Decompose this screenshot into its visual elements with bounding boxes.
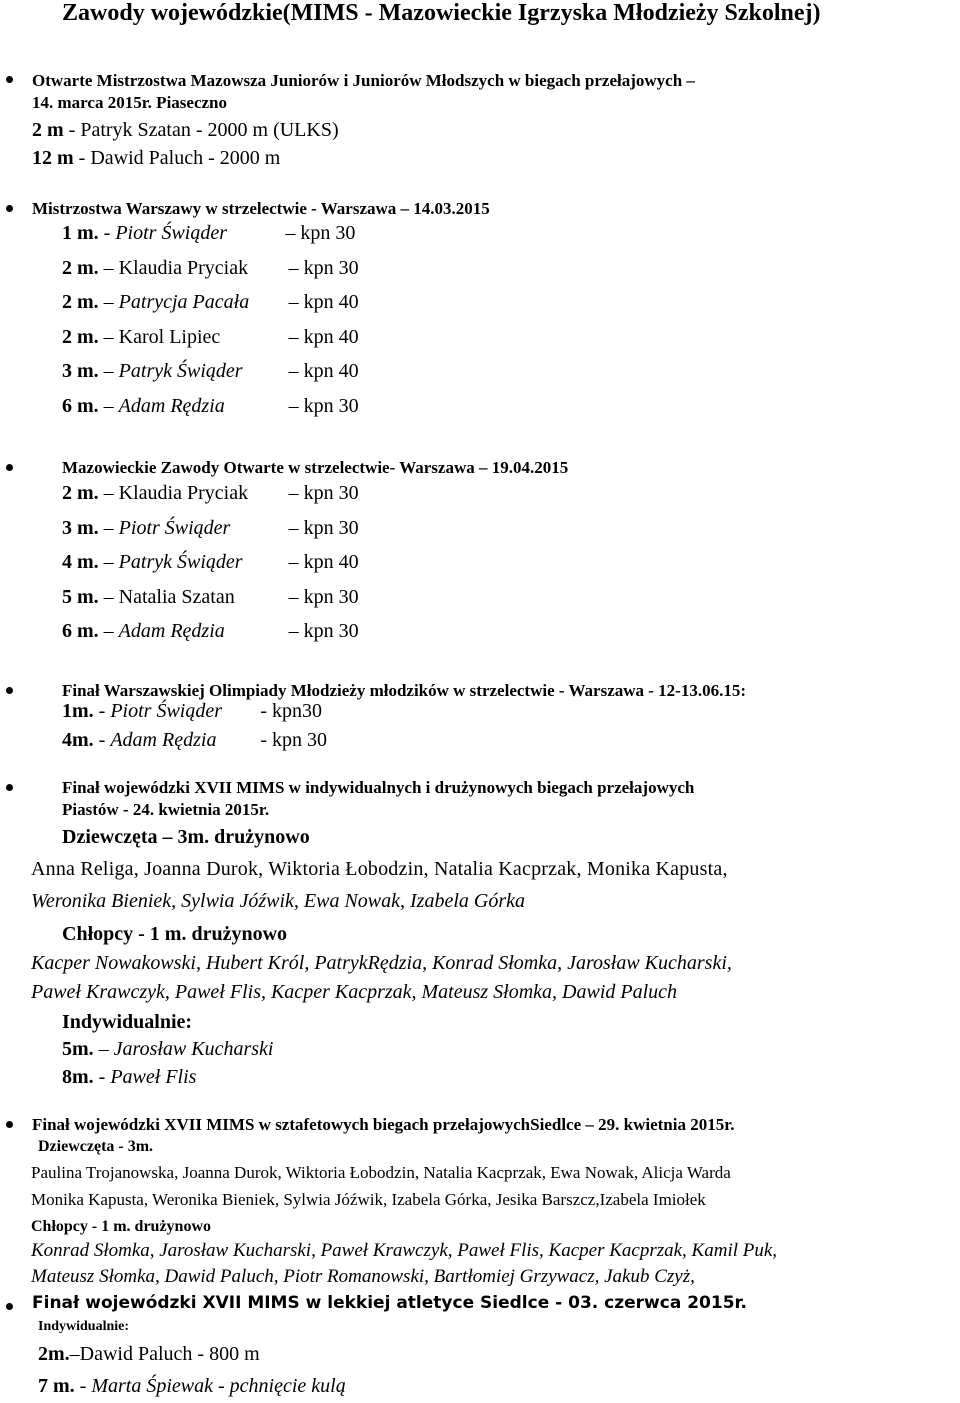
- category-label: – kpn 30: [288, 482, 359, 504]
- result-place: 5m.: [62, 1038, 94, 1060]
- bullet-icon: [6, 76, 13, 83]
- athlete-name: Patryk Świąder: [118, 551, 243, 573]
- result-row: [62, 1038, 274, 1061]
- result-place: 3 m.: [62, 516, 99, 539]
- section-header: Finał wojewódzki XVII MIMS w lekkiej atletyce Siedlce - 03. czerwca 2015r.: [32, 1293, 747, 1313]
- result-separator: -: [93, 700, 111, 722]
- result-place: 6 m.: [62, 620, 99, 642]
- result-row: [62, 620, 359, 643]
- result-row: [32, 147, 280, 170]
- category-label: - kpn30: [260, 700, 323, 722]
- team-label: Chłopcy - 1 m. drużynowo: [62, 923, 288, 945]
- result-text: – Jarosław Kucharski: [93, 1038, 274, 1060]
- result-separator: –: [98, 394, 119, 417]
- result-place: 2 m.: [62, 291, 99, 313]
- category-label: – kpn 30: [288, 516, 359, 539]
- team-members: Kacper Nowakowski, Hubert Król, PatrykRędzia, Konrad Słomka, Jarosław Kucharski,: [31, 952, 732, 974]
- section-header: Mazowieckie Zawody Otwarte w strzelectwie- Warszawa – 19.04.2015: [62, 458, 569, 477]
- category-label: – kpn 40: [288, 360, 359, 382]
- athlete-name: Piotr Świąder: [118, 516, 231, 539]
- result-place: 5 m.: [62, 585, 99, 608]
- result-place: 1 m.: [62, 222, 99, 244]
- result-separator: –: [98, 291, 119, 313]
- result-row: [62, 222, 355, 245]
- result-text: - Patryk Szatan - 2000 m (ULKS): [63, 119, 339, 141]
- result-row: [38, 1375, 346, 1398]
- section-header: Finał Warszawskiej Olimpiady Młodzieży młodzików w strzelectwie - Warszawa - 12-13.06.15:: [62, 681, 747, 700]
- category-label: – kpn 30: [288, 620, 359, 642]
- result-row: [62, 326, 359, 349]
- athlete-name: Klaudia Pryciak: [118, 256, 249, 279]
- team-members: Weronika Bieniek, Sylwia Jóźwik, Ewa Nowak, Izabela Górka: [31, 890, 525, 912]
- result-row: [62, 700, 322, 723]
- athlete-name: Adam Rędzia: [110, 729, 217, 751]
- athlete-name: Adam Rędzia: [118, 394, 225, 417]
- result-separator: –: [98, 516, 119, 539]
- section-header: Mistrzostwa Warszawy w strzelectwie - Warszawa – 14.03.2015: [32, 199, 490, 218]
- result-text: - Paweł Flis: [93, 1066, 197, 1088]
- bullet-icon: [6, 464, 13, 471]
- bullet-icon: [6, 687, 13, 694]
- result-place: 12 m: [32, 147, 74, 169]
- result-separator: –: [98, 325, 119, 348]
- result-row: [62, 586, 359, 609]
- result-place: 7 m.: [38, 1375, 75, 1397]
- result-row: [62, 257, 359, 280]
- athlete-name: Patrycja Pacała: [118, 291, 250, 313]
- result-row: [62, 551, 359, 574]
- result-text: –Dawid Paluch - 800 m: [69, 1343, 260, 1365]
- result-separator: -: [93, 729, 111, 751]
- team-members: Monika Kapusta, Weronika Bieniek, Sylwia Jóźwik, Izabela Górka, Jesika Barszcz,Izabela Imiołek: [31, 1190, 706, 1209]
- result-separator: –: [98, 256, 119, 279]
- result-place: 6 m.: [62, 394, 99, 417]
- team-members: Paulina Trojanowska, Joanna Durok, Wiktoria Łobodzin, Natalia Kacprzak, Ewa Nowak, Alicja Warda: [31, 1163, 731, 1182]
- bullet-icon: [6, 1121, 13, 1128]
- result-place: 2 m.: [62, 325, 99, 348]
- result-place: 8m.: [62, 1066, 94, 1088]
- result-separator: –: [98, 585, 119, 608]
- result-text: - Dawid Paluch - 2000 m: [73, 147, 281, 169]
- category-label: - kpn 30: [260, 729, 328, 751]
- team-members: Anna Religa, Joanna Durok, Wiktoria Łobodzin, Natalia Kacprzak, Monika Kapusta,: [31, 858, 728, 880]
- team-members: Konrad Słomka, Jarosław Kucharski, Paweł Krawczyk, Paweł Flis, Kacper Kacprzak, Kamil Puk,: [31, 1240, 778, 1261]
- result-separator: –: [98, 482, 119, 504]
- result-place: 4m.: [62, 729, 94, 751]
- team-label: Chłopcy - 1 m. drużynowo: [31, 1218, 212, 1235]
- result-place: 4 m.: [62, 551, 99, 573]
- bullet-icon: [6, 205, 13, 212]
- indiv-label: Indywidualnie:: [38, 1319, 130, 1334]
- result-row: [62, 1066, 196, 1089]
- category-label: – kpn 30: [288, 394, 359, 417]
- result-separator: –: [98, 551, 119, 573]
- category-label: – kpn 30: [288, 256, 359, 279]
- athlete-name: Adam Rędzia: [118, 620, 225, 642]
- category-label: – kpn 30: [288, 585, 359, 608]
- athlete-name: Natalia Szatan: [118, 585, 235, 608]
- section-header: Otwarte Mistrzostwa Mazowsza Juniorów i Juniorów Młodszych w biegach przełajowych –: [32, 71, 695, 90]
- section-header: 14. marca 2015r. Piaseczno: [32, 93, 227, 112]
- indiv-label: Indywidualnie:: [62, 1011, 193, 1033]
- page-title: Zawody wojewódzkie(MIMS - Mazowieckie Igrzyska Młodzieży Szkolnej): [62, 0, 821, 26]
- category-label: – kpn 30: [285, 222, 356, 244]
- section-header: Piastów - 24. kwietnia 2015r.: [62, 800, 270, 819]
- team-members: Mateusz Słomka, Dawid Paluch, Piotr Romanowski, Bartłomiej Grzywacz, Jakub Czyż,: [31, 1266, 695, 1287]
- result-row: [38, 1343, 260, 1366]
- athlete-name: Karol Lipiec: [118, 325, 221, 348]
- team-members: Paweł Krawczyk, Paweł Flis, Kacper Kacprzak, Mateusz Słomka, Dawid Paluch: [31, 981, 678, 1003]
- section-header: Finał wojewódzki XVII MIMS w sztafetowych biegach przełajowychSiedlce – 29. kwietnia 2015r.: [32, 1115, 735, 1134]
- athlete-name: Klaudia Pryciak: [118, 482, 249, 504]
- result-row: [62, 291, 359, 314]
- result-place: 3 m.: [62, 360, 99, 382]
- result-place: 1m.: [62, 700, 94, 722]
- result-row: [62, 395, 359, 418]
- athlete-name: Piotr Świąder: [115, 222, 228, 244]
- result-row: [62, 482, 359, 505]
- result-place: 2 m.: [62, 482, 99, 504]
- result-row: [32, 119, 339, 142]
- result-separator: –: [98, 620, 119, 642]
- section-header: Finał wojewódzki XVII MIMS w indywidualnych i drużynowych biegach przełajowych: [62, 778, 695, 797]
- result-place: 2 m.: [62, 256, 99, 279]
- result-row: [62, 517, 359, 540]
- athlete-name: Piotr Świąder: [110, 700, 223, 722]
- team-label: Dziewczęta – 3m. drużynowo: [62, 826, 310, 848]
- athlete-name: Patryk Świąder: [118, 360, 243, 382]
- result-place: 2m.: [38, 1343, 70, 1365]
- bullet-icon: [6, 1303, 13, 1310]
- result-row: [62, 729, 327, 752]
- bullet-icon: [6, 784, 13, 791]
- result-place: 2 m: [32, 119, 64, 141]
- result-text: - Marta Śpiewak - pchnięcie kulą: [74, 1375, 346, 1397]
- result-separator: -: [98, 222, 116, 244]
- result-separator: –: [98, 360, 119, 382]
- category-label: – kpn 40: [288, 325, 359, 348]
- result-row: [62, 360, 359, 383]
- team-label: Dziewczęta - 3m.: [38, 1138, 154, 1155]
- category-label: – kpn 40: [288, 551, 359, 573]
- category-label: – kpn 40: [288, 291, 359, 313]
